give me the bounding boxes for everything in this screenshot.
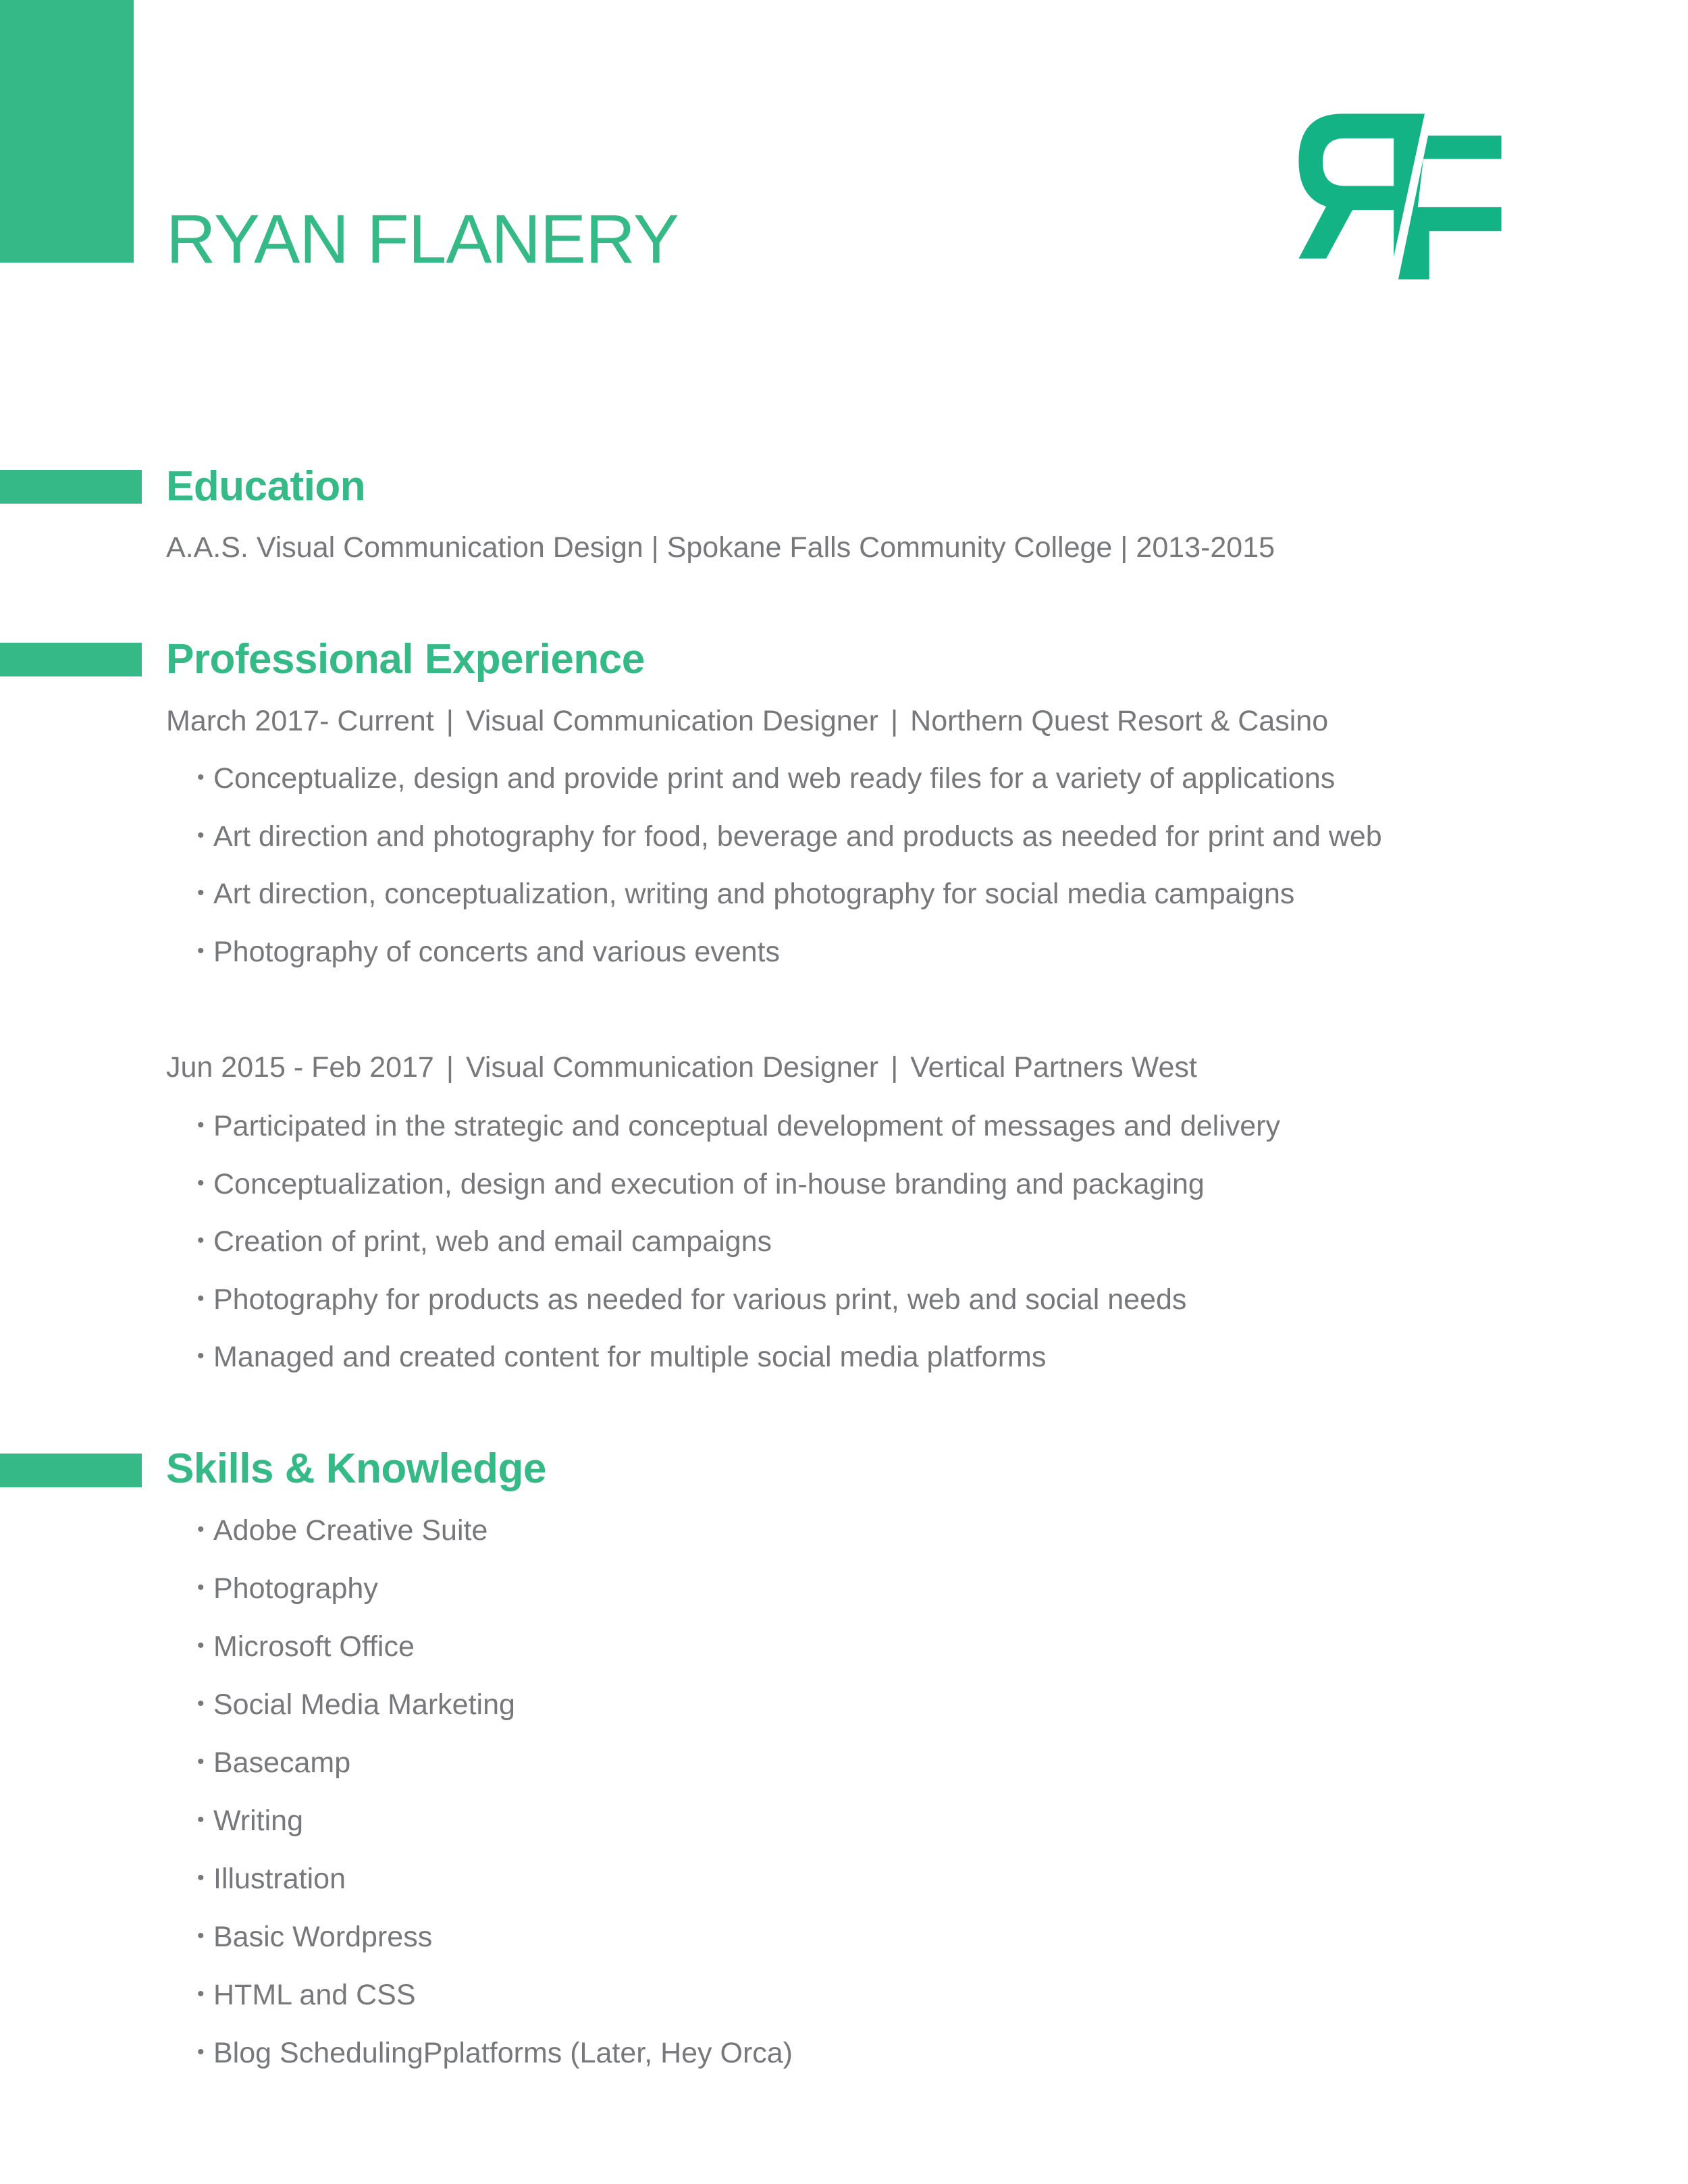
- job-header: [166, 707, 1328, 736]
- skill-item: [197, 1865, 346, 1894]
- skill-text: Blog SchedulingPplatforms (Later, Hey Orca): [213, 2037, 793, 2069]
- job-dates: Jun 2015 - Feb 2017: [166, 1051, 434, 1084]
- bullet-icon: •: [197, 1866, 205, 1889]
- bullet-icon: •: [197, 1982, 205, 2005]
- list-item: [197, 822, 1382, 851]
- bullet-icon: •: [197, 1750, 205, 1773]
- list-item-text: Art direction and photography for food, beverage and products as needed for print and web: [213, 820, 1382, 853]
- bullet-icon: •: [197, 1171, 205, 1194]
- skill-item: [197, 1807, 303, 1836]
- skills-accent-bar: [0, 1454, 142, 1487]
- skill-text: Social Media Marketing: [213, 1688, 515, 1721]
- list-item-text: Photography for products as needed for various print, web and social needs: [213, 1283, 1187, 1316]
- skill-text: Microsoft Office: [213, 1630, 415, 1663]
- list-item-text: Photography of concerts and various events: [213, 936, 781, 968]
- education-entry: A.A.S. Visual Communication Design | Spokane Falls Community College | 2013-2015: [166, 531, 1275, 564]
- list-item: [197, 880, 1294, 909]
- bullet-icon: •: [197, 1692, 205, 1715]
- skill-item: [197, 1574, 378, 1603]
- list-item: [197, 1112, 1280, 1141]
- list-item-text: Conceptualize, design and provide print and web ready files for a variety of applications: [213, 762, 1336, 795]
- skill-text: HTML and CSS: [213, 1979, 416, 2011]
- skill-text: Writing: [213, 1805, 304, 1837]
- bullet-icon: •: [197, 1287, 205, 1310]
- bullet-icon: •: [197, 881, 205, 904]
- separator: |: [446, 1051, 454, 1084]
- bullet-icon: •: [197, 1924, 205, 1947]
- list-item: [197, 1170, 1205, 1199]
- list-item-text: Participated in the strategic and conceptual development of messages and delivery: [213, 1110, 1280, 1142]
- list-item: [197, 938, 780, 967]
- rf-monogram-logo: [1296, 111, 1504, 282]
- skill-text: Adobe Creative Suite: [213, 1514, 488, 1547]
- experience-heading: Professional Experience: [166, 636, 645, 683]
- list-item: [197, 1343, 1046, 1372]
- bullet-icon: •: [197, 2040, 205, 2063]
- list-item-text: Conceptualization, design and execution of in-house branding and packaging: [213, 1168, 1205, 1200]
- bullet-icon: •: [197, 1344, 205, 1367]
- bullet-icon: •: [197, 1518, 205, 1541]
- skill-item: [197, 1749, 350, 1778]
- list-item: [197, 1227, 772, 1256]
- bullet-icon: •: [197, 1113, 205, 1136]
- job-header: [166, 1053, 1197, 1082]
- list-item-text: Managed and created content for multiple social media platforms: [213, 1341, 1047, 1373]
- bullet-icon: •: [197, 1576, 205, 1599]
- skill-item: [197, 1690, 515, 1720]
- skill-text: Illustration: [213, 1863, 346, 1895]
- bullet-icon: •: [197, 1808, 205, 1831]
- list-item: [197, 1285, 1186, 1314]
- skill-item: [197, 1923, 432, 1952]
- corner-accent-block: [0, 0, 134, 263]
- skills-heading: Skills & Knowledge: [166, 1445, 546, 1492]
- bullet-icon: •: [197, 766, 205, 789]
- skill-item: [197, 1516, 487, 1545]
- separator: |: [891, 1051, 899, 1084]
- skill-text: Basecamp: [213, 1747, 351, 1779]
- bullet-icon: •: [197, 1229, 205, 1252]
- skill-item: [197, 1632, 415, 1661]
- bullet-icon: •: [197, 1634, 205, 1657]
- job-title: Visual Communication Designer: [466, 1051, 879, 1084]
- bullet-icon: •: [197, 939, 205, 962]
- education-accent-bar: [0, 470, 142, 504]
- list-item-text: Art direction, conceptualization, writing and photography for social media campaigns: [213, 878, 1295, 910]
- job-dates: March 2017- Current: [166, 705, 434, 737]
- job-title: Visual Communication Designer: [465, 705, 878, 737]
- list-item: [197, 764, 1335, 793]
- separator: |: [890, 705, 899, 737]
- skill-item: [197, 1981, 416, 2010]
- separator: |: [446, 705, 454, 737]
- skill-text: Basic Wordpress: [213, 1921, 433, 1953]
- candidate-name: RYAN FLANERY: [166, 201, 679, 277]
- job-company: Northern Quest Resort & Casino: [910, 705, 1329, 737]
- list-item-text: Creation of print, web and email campaigns: [213, 1225, 772, 1258]
- skill-item: [197, 2039, 793, 2068]
- job-company: Vertical Partners West: [910, 1051, 1197, 1084]
- bullet-icon: •: [197, 824, 205, 847]
- education-heading: Education: [166, 463, 366, 510]
- skill-text: Photography: [213, 1572, 378, 1605]
- experience-accent-bar: [0, 643, 142, 676]
